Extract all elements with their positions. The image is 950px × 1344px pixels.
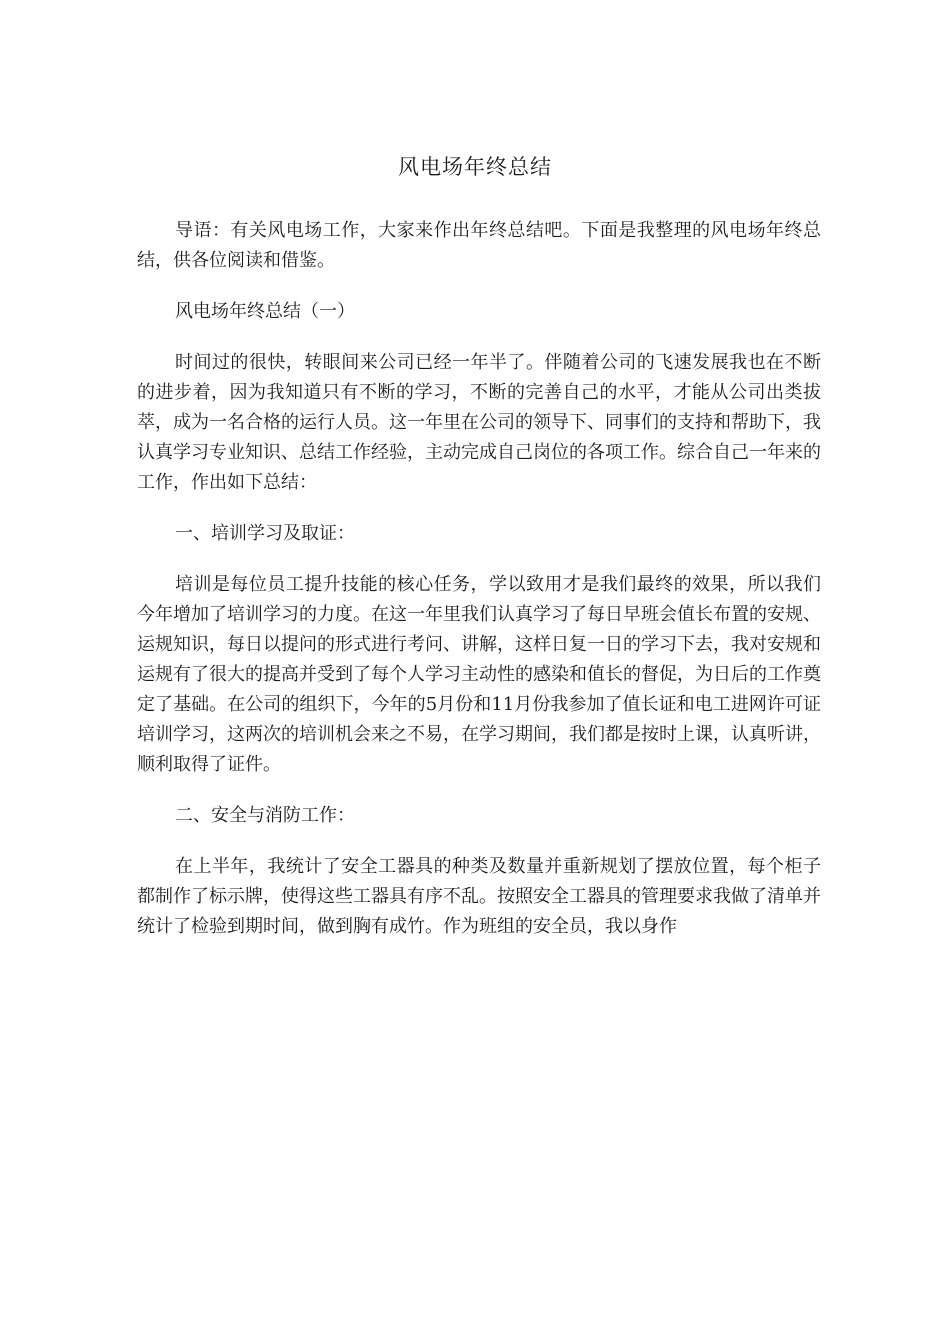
heading-safety: 二、安全与消防工作： — [175, 805, 355, 826]
document-body — [137, 216, 821, 963]
opening-paragraph: 时间过的很快，转眼间来公司已经一年半了。伴随着公司的飞速发展我也在不断的进步着，因为我知道只有不断的学习，不断的完善自己的水平，才能从公司出类拔萃，成为一名合格的运行人员。这一年里在公司的领导下、同事们的支持和帮助下，我认真学习专业知识、总结工作经验，主动完成自己岗位的各项工作。综合自己一年来的工作，作出如下总结： — [137, 352, 821, 493]
training-paragraph: 培训是每位员工提升技能的核心任务，学以致用才是我们最终的效果，所以我们今年增加了培训学习的力度。在这一年里我们认真学习了每日早班会值长布置的安规、运规知识，每日以提问的形式进行考问、讲解，这样日复一日的学习下去，我对安规和运规有了很大的提高并受到了每个人学习主动性的感染和值长的督促，为日后的工作奠定了基础。在公司的组织下，今年的5月份和11月份我参加了值长证和电工进网许可证培训学习，这两次的培训机会来之不易，在学习期间，我们都是按时上课，认真听讲，顺利取得了证件。 — [137, 574, 821, 775]
safety-paragraph: 在上半年，我统计了安全工器具的种类及数量并重新规划了摆放位置，每个柜子都制作了标示牌，使得这些工器具有序不乱。按照安全工器具的管理要求我做了清单并统计了检验到期时间，做到胸有成竹。作为班组的安全员，我以身作 — [137, 856, 821, 937]
section-heading-part-one: 风电场年终总结（一） — [175, 301, 355, 322]
intro-paragraph: 导语：有关风电场工作，大家来作出年终总结吧。下面是我整理的风电场年终总结，供各位阅读和借鉴。 — [137, 220, 821, 271]
heading-training: 一、培训学习及取证： — [175, 523, 355, 544]
document-title: 风电场年终总结 — [398, 155, 552, 179]
